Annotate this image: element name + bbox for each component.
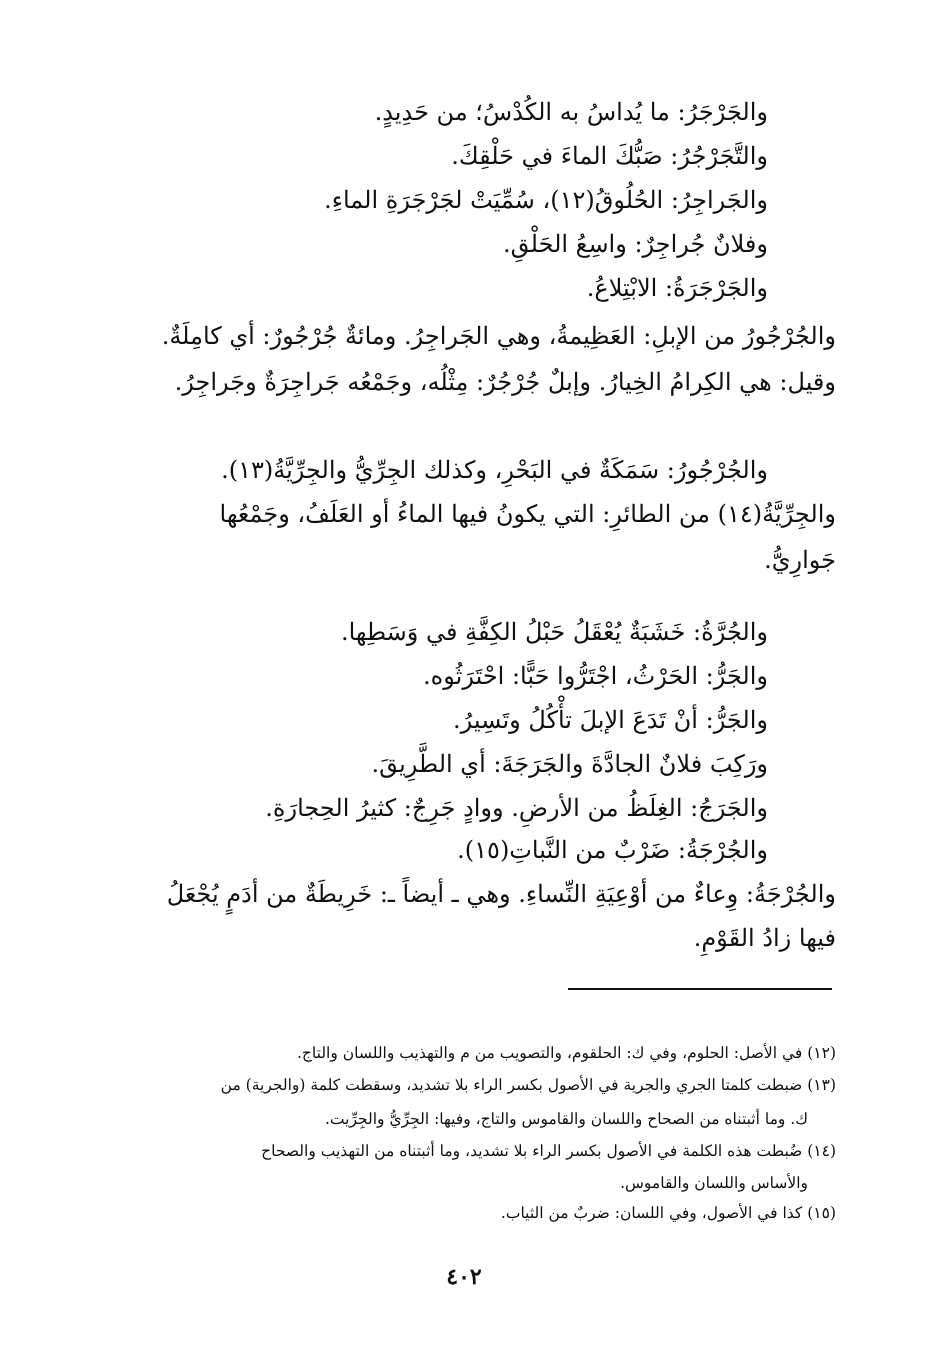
entry-line: فيها زادُ القَوْمِ. (693, 924, 836, 952)
entry-line: والجُرْجَةُ: وِعاءٌ من أوْعِيَةِ النِّساءِ. وهي ـ أيضاً ـ: خَرِيطَةٌ من أدَمٍ يُجْعَلُ (166, 880, 836, 908)
entry-line: والجَرُّ: الحَرْثُ، اجْتَرُّوا حَبًّا: احْتَرَثُوه. (423, 662, 768, 690)
entry-line: وفلانٌ جُراجِرٌ: واسِعُ الحَلْقِ. (502, 230, 768, 258)
entry-line: جَوارِيُّ. (764, 546, 836, 574)
entry-line: والجُرْجَةُ: ضَرْبٌ من النَّباتِ(١٥). (457, 836, 768, 864)
entry-line: والجَرَجُ: الغِلَظُ من الأرضِ. ووادٍ جَرِجٌ: كثيرُ الحِجارَةِ. (265, 794, 768, 822)
page-number: ٤٠٢ (446, 1264, 482, 1290)
entry-line: والجِرِّيَّةُ(١٤) من الطائرِ: التي يكونُ فيها الماءُ أو العَلَفُ، وجَمْعُها (219, 500, 836, 528)
entry-line: والجَراجِرُ: الحُلُوقُ(١٢)، سُمِّيَتْ لجَرْجَرَةِ الماءِ. (324, 186, 768, 214)
entry-line: والجَرْجَرُ: ما يُداسُ به الكُدْسُ؛ من حَدِيدٍ. (374, 98, 768, 126)
footnote-line: (١٢) في الأصل: الحلوم، وفي ك: الحلقوم، والتصويب من م والتهذيب واللسان والتاج. (297, 1044, 836, 1062)
entry-line: والجُرْجُورُ من الإبلِ: العَظِيمةُ، وهي الجَراجِرُ. ومائةٌ جُرْجُورٌ: أي كامِلَةٌ. (161, 322, 836, 350)
footnote-separator (568, 988, 832, 990)
entry-line: والجَرُّ: أنْ تَدَعَ الإبلَ تأْكُلُ وتَسِيرُ. (452, 706, 768, 734)
footnote-line: (١٣) ضبطت كلمتا الجري والجرية في الأصول بكسر الراء بلا تشديد، وسقطت كلمة (والجرية) من (220, 1076, 836, 1094)
footnote-line: (١٤) ضُبطت هذه الكلمة في الأصول بكسر الراء بلا تشديد، وما أثبتناه من التهذيب والصحاح (261, 1142, 836, 1160)
entry-line: والجُرْجُورُ: سَمَكَةٌ في البَحْرِ، وكذلك الجِرِّيُّ والجِرِّيَّةُ(١٣). (221, 456, 768, 484)
footnote-line: (١٥) كذا في الأصول، وفي اللسان: ضربٌ من الثياب. (500, 1204, 836, 1222)
entry-line: والجَرْجَرَةُ: الابْتِلاعُ. (586, 274, 768, 302)
entry-line: ورَكِبَ فلانٌ الجادَّةَ والجَرَجَةَ: أي الطَّرِيقَ. (371, 750, 768, 778)
footnote-line: ك. وما أثبتناه من الصحاح واللسان والقاموس والتاج، وفيها: الجِرِّيُّ والجِرِّيت. (324, 1110, 808, 1128)
entry-line: والتَّجَرْجُرُ: صَبُّكَ الماءَ في حَلْقِكَ. (451, 142, 768, 170)
footnote-line: والأساس واللسان والقاموس. (620, 1174, 808, 1192)
entry-line: والجُرَّةُ: خَشَبَةٌ يُعْقَلُ حَبْلُ الكِفَّةِ في وَسَطِها. (340, 618, 768, 646)
entry-line: وقيل: هي الكِرامُ الخِيارُ. وإبلٌ جُرْجُرٌ: مِثْلُه، وجَمْعُه جَراجِرَةٌ وجَراجِرُ. (174, 368, 836, 396)
